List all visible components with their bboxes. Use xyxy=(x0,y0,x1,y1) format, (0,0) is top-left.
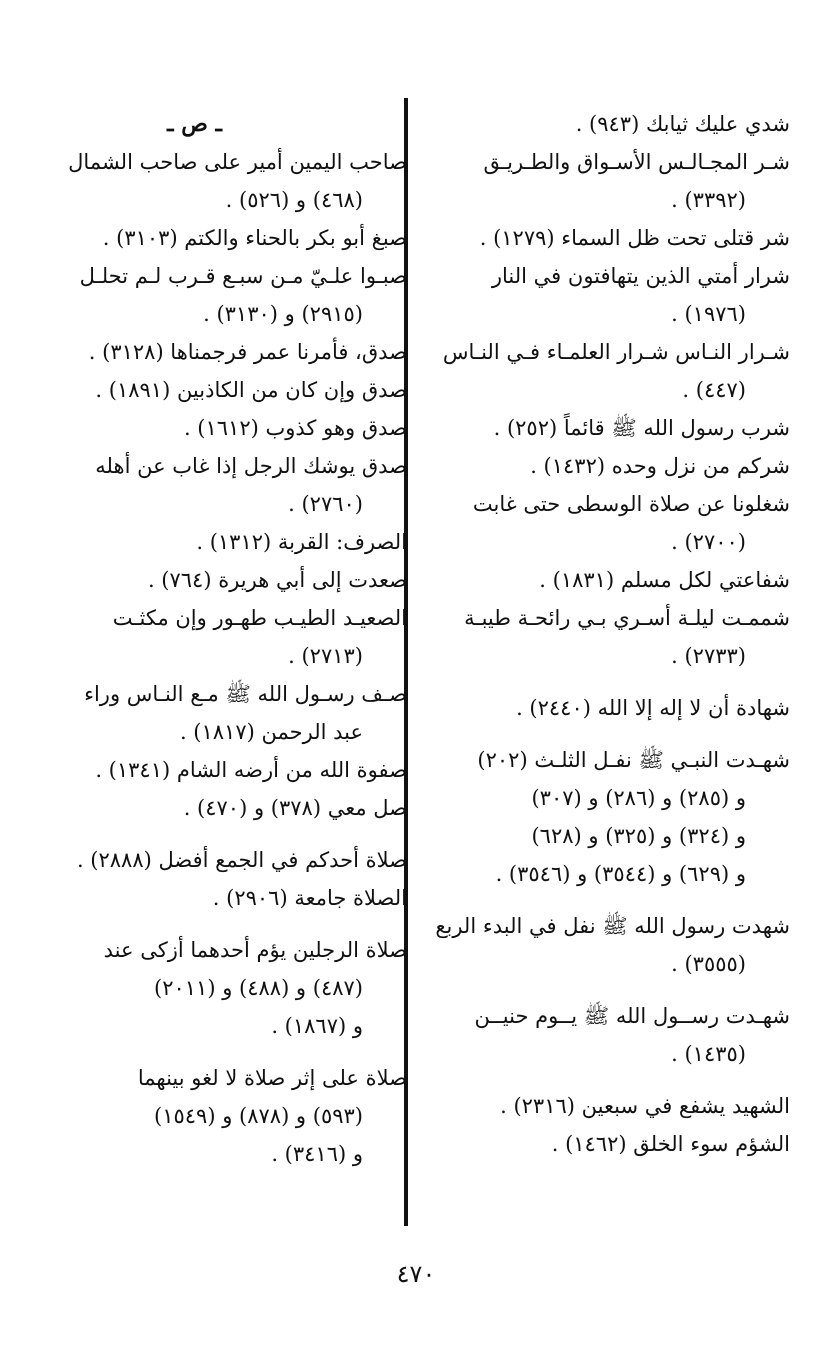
index-entry xyxy=(42,409,407,447)
index-entry xyxy=(425,1087,790,1125)
entry-text: شرار أمتي الذين يتهافتون في النار xyxy=(491,264,790,288)
entry-continuation: (٢٧٦٠) . xyxy=(288,492,363,516)
entry-text: شممـت ليلـة أسـري بـي رائحـة طيبـة xyxy=(464,606,790,630)
entry-continuation: عبد الرحمن (١٨١٧) . xyxy=(179,720,363,744)
entry-continuation: (٣٣٩٢) . xyxy=(671,188,746,212)
index-entry xyxy=(425,561,790,599)
index-entry xyxy=(425,689,790,727)
index-entry xyxy=(425,907,790,983)
entry-text: الشهيد يشفع في سبعين (٢٣١٦) . xyxy=(500,1094,790,1118)
entry-text: شفاعتي لكل مسلم (١٨٣١) . xyxy=(539,568,790,592)
entry-text: صلاة أحدكم في الجمع أفضل (٢٨٨٨) . xyxy=(76,848,407,872)
index-entry xyxy=(425,333,790,409)
entry-text: الصعيـد الطيـب طهـور وإن مكثـت xyxy=(112,606,407,630)
entry-text: شرب رسول الله ﷺ قائماً (٢٥٢) . xyxy=(493,416,790,440)
entry-text: صدق يوشك الرجل إذا غاب عن أهله xyxy=(95,454,407,478)
entry-text: صفوة الله من أرضه الشام (١٣٤١) . xyxy=(95,758,407,782)
entry-continuation: (٣٥٥٥) . xyxy=(671,952,746,976)
index-entry xyxy=(42,523,407,561)
entry-text: شهـدت النبـي ﷺ نفـل الثلـث (٢٠٢) xyxy=(477,748,790,772)
left-entries xyxy=(42,143,407,1173)
entry-text: صـف رسـول الله ﷺ مـع النـاس وراء xyxy=(84,682,407,706)
index-entry xyxy=(425,741,790,893)
entry-continuation: (٥٩٣) و (٨٧٨) و (١٥٤٩) xyxy=(154,1104,363,1128)
index-entry xyxy=(425,105,790,143)
entry-text: صلاة الرجلين يؤم أحدهما أزكى عند xyxy=(103,938,407,962)
entry-text: الصلاة جامعة (٢٩٠٦) . xyxy=(212,886,407,910)
page-number: ٤٧٠ xyxy=(396,1260,436,1288)
entry-continuation: (١٤٣٥) . xyxy=(671,1042,746,1066)
index-entry xyxy=(42,1059,407,1173)
entry-continuation: و (٢٨٥) و (٢٨٦) و (٣٠٧) xyxy=(531,786,746,810)
entry-text: شهادة أن لا إله إلا الله (٢٤٤٠) . xyxy=(516,696,790,720)
entry-continuation: (٤٤٧) . xyxy=(682,378,746,402)
index-entry xyxy=(42,789,407,827)
index-entry xyxy=(425,1125,790,1163)
entry-continuation: (١٩٧٦) . xyxy=(671,302,746,326)
index-entry xyxy=(42,447,407,523)
index-entry xyxy=(42,257,407,333)
section-heading: ـ ص ـ xyxy=(167,111,222,137)
entry-text: صدق، فأمرنا عمر فرجمناها (٣١٢٨) . xyxy=(88,340,407,364)
entry-text: صدق وهو كذوب (١٦١٢) . xyxy=(183,416,407,440)
entry-text: شـر المجـالـس الأسـواق والطـريـق xyxy=(483,150,790,174)
index-entry xyxy=(42,219,407,257)
entry-text: شـرار النـاس شـرار العلمـاء فـي النـاس xyxy=(442,340,790,364)
entry-continuation: و (٣٢٤) و (٣٢٥) و (٦٢٨) xyxy=(531,824,746,848)
entry-text: صبـوا علـيّ مـن سبـع قـرب لـم تحلـل xyxy=(79,264,407,288)
entry-continuation: و (١٨٦٧) . xyxy=(271,1014,363,1038)
right-column xyxy=(425,105,790,1163)
entry-continuation: (٢٧٣٣) . xyxy=(671,644,746,668)
entry-continuation: و (٦٢٩) و (٣٥٤٤) و (٣٥٤٦) . xyxy=(495,862,746,886)
entry-continuation: (٤٨٧) و (٤٨٨) و (٢٠١١) xyxy=(154,976,363,1000)
index-entry xyxy=(425,257,790,333)
index-entry xyxy=(42,879,407,917)
index-entry xyxy=(425,447,790,485)
entry-text: صل معي (٣٧٨) و (٤٧٠) . xyxy=(183,796,407,820)
index-entry xyxy=(425,997,790,1073)
index-entry xyxy=(425,219,790,257)
index-entry xyxy=(425,143,790,219)
entry-text: شر قتلى تحت ظل السماء (١٢٧٩) . xyxy=(479,226,790,250)
entry-continuation: (٢٧٠٠) . xyxy=(671,530,746,554)
entry-text: صاحب اليمين أمير على صاحب الشمال xyxy=(68,150,407,174)
entry-text: شغلونا عن صلاة الوسطى حتى غابت xyxy=(472,492,790,516)
entry-continuation: و (٣٤١٦) . xyxy=(271,1142,363,1166)
entry-continuation: (٢٩١٥) و (٣١٣٠) . xyxy=(203,302,363,326)
index-entry xyxy=(42,751,407,789)
left-column xyxy=(42,105,407,1173)
index-entry xyxy=(42,931,407,1045)
entry-text: صعدت إلى أبي هريرة (٧٦٤) . xyxy=(147,568,407,592)
index-entry xyxy=(42,561,407,599)
entry-continuation: (٢٧١٣) . xyxy=(288,644,363,668)
index-entry xyxy=(42,675,407,751)
entry-text: شركم من نزل وحده (١٤٣٢) . xyxy=(530,454,790,478)
index-entry xyxy=(425,485,790,561)
entry-continuation: (٤٦٨) و (٥٢٦) . xyxy=(225,188,363,212)
entry-text: شهدت رسول الله ﷺ نفل في البدء الربع xyxy=(435,914,790,938)
index-entry xyxy=(425,599,790,675)
index-entry xyxy=(42,371,407,409)
entry-text: شهـدت رســول الله ﷺ يــوم حنيــن xyxy=(474,1004,790,1028)
entry-text: صلاة على إثر صلاة لا لغو بينهما xyxy=(137,1066,407,1090)
index-entry xyxy=(42,143,407,219)
entry-text: شدي عليك ثيابك (٩٤٣) . xyxy=(575,112,790,136)
index-entry xyxy=(425,409,790,447)
entry-text: صدق وإن كان من الكاذبين (١٨٩١) . xyxy=(95,378,407,402)
entry-text: صبغ أبو بكر بالحناء والكتم (٣١٠٣) . xyxy=(102,226,407,250)
index-entry xyxy=(42,333,407,371)
index-entry xyxy=(42,599,407,675)
entry-text: الشؤم سوء الخلق (١٤٦٢) . xyxy=(551,1132,790,1156)
entry-text: الصرف: القربة (١٣١٢) . xyxy=(196,530,407,554)
index-entry xyxy=(42,841,407,879)
